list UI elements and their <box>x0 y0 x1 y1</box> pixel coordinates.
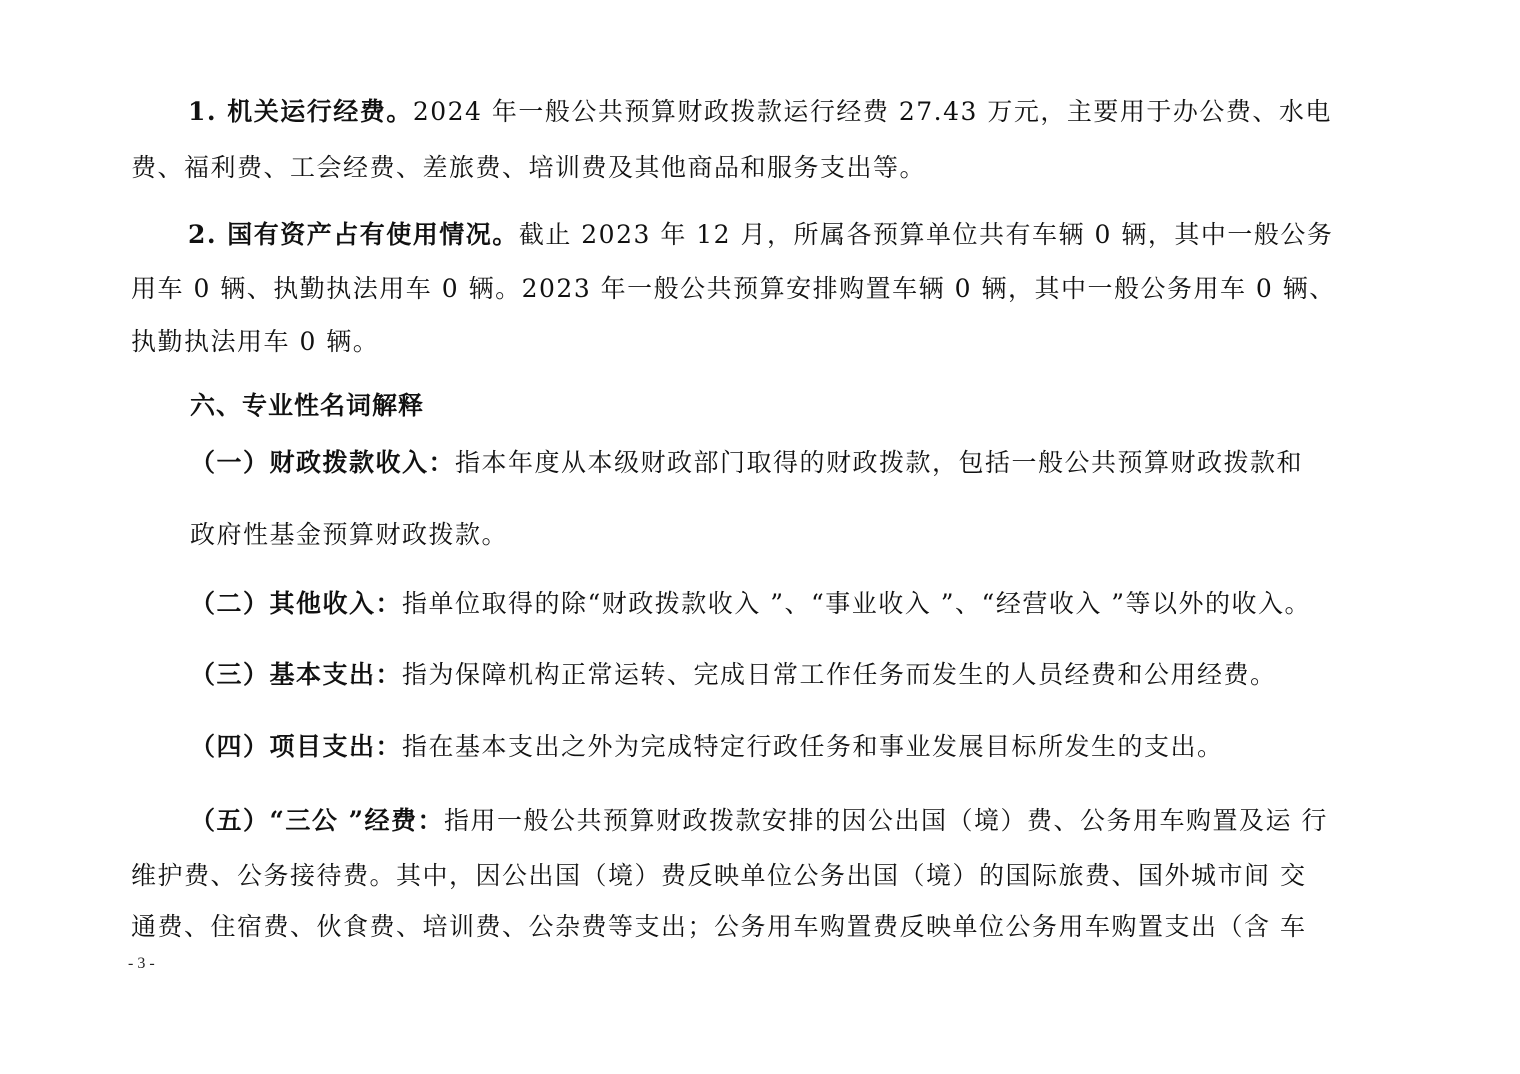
definition-5-text: 指用一般公共预算财政拨款安排的因公出国（境）费、公务用车购置及运 行 <box>443 806 1328 835</box>
paragraph-2-line-1 <box>188 220 1333 250</box>
paragraph-2-body: 截止 2023 年 12 月，所属各预算单位共有车辆 0 辆，其中一般公务 <box>518 220 1334 249</box>
paragraph-1-line-2: 费、福利费、工会经费、差旅费、培训费及其他商品和服务支出等。 <box>131 153 927 182</box>
definition-1-text: 指本年度从本级财政部门取得的财政拨款，包括一般公共预算财政拨款和 <box>455 448 1304 477</box>
definition-4-term: （四）项目支出： <box>190 732 403 761</box>
paragraph-1-lead: 1. 机关运行经费。 <box>188 97 413 126</box>
definition-5-line-3: 通费、住宿费、伙食费、培训费、公杂费等支出；公务用车购置费反映单位公务用车购置支出（含 车 <box>131 912 1307 941</box>
paragraph-1-body: 2024 年一般公共预算财政拨款运行经费 27.43 万元，主要用于办公费、水电 <box>412 97 1332 126</box>
definition-1-term: （一）财政拨款收入： <box>190 448 456 477</box>
paragraph-1-line-1 <box>188 97 1332 127</box>
paragraph-2-lead: 2. 国有资产占有使用情况。 <box>188 220 519 249</box>
definition-4-text: 指在基本支出之外为完成特定行政任务和事业发展目标所发生的支出。 <box>402 732 1224 761</box>
definition-2-term: （二）其他收入： <box>190 589 403 618</box>
definition-3-line-1 <box>190 660 1277 690</box>
paragraph-2-line-2: 用车 0 辆、执勤执法用车 0 辆。2023 年一般公共预算安排购置车辆 0 辆，其中一般公务用车 0 辆、 <box>131 274 1336 303</box>
definition-5-term: （五）“三公 ”经费： <box>190 806 444 835</box>
paragraph-2-line-3: 执勤执法用车 0 辆。 <box>131 327 380 356</box>
definition-3-term: （三）基本支出： <box>190 660 403 689</box>
definition-5-line-2: 维护费、公务接待费。其中，因公出国（境）费反映单位公务出国（境）的国际旅费、国外城市间 交 <box>131 861 1307 890</box>
definition-2-text: 指单位取得的除“财政拨款收入 ”、“事业收入 ”、“经营收入 ”等以外的收入。 <box>402 589 1312 618</box>
definition-4-line-1 <box>190 732 1224 762</box>
definition-3-text: 指为保障机构正常运转、完成日常工作任务而发生的人员经费和公用经费。 <box>402 660 1277 689</box>
section-heading: 六、专业性名词解释 <box>190 391 425 420</box>
definition-2-line-1 <box>190 589 1311 619</box>
definition-1-line-1 <box>190 448 1303 478</box>
definition-5-line-1 <box>190 806 1328 836</box>
definition-1-line-2: 政府性基金预算财政拨款。 <box>190 520 509 549</box>
page-number: - 3 - <box>128 955 155 972</box>
